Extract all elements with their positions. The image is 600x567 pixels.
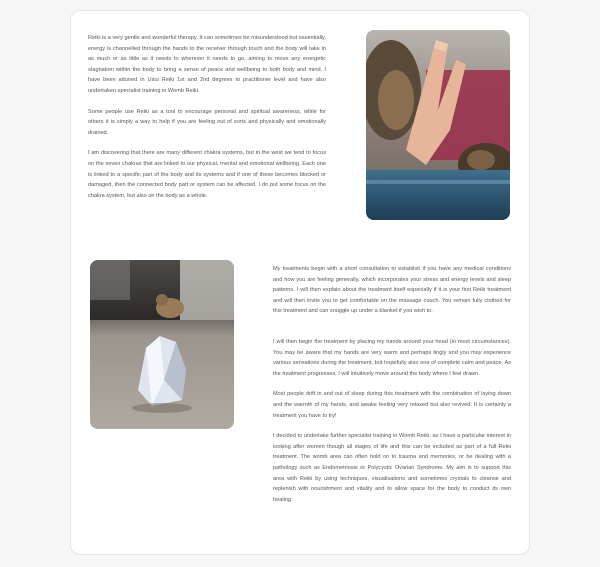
paragraph: I am discovering that there are many different chakra systems, but in the west we tend to focus on the seven chakras that are linked to our physical, mental and emotional wellbeing. Each one is linked to a specific part of the body and its systems and if one of these becomes blocked or damaged, then the connected body part or system can be affected. I do put some focus on the chakra system, but also on the body as a whole. (88, 150, 326, 199)
paragraph: Some people use Reiki as a tool to encourage personal and spiritual awareness, while for others it is simply a way to help if you are feeling out of sorts and physically and emotionally drained. (88, 108, 326, 136)
hand-and-cat-photo (366, 30, 510, 220)
paragraph: I decided to undertake further specialist training in Womb Reiki, as I have a particular interest in looking after women though all stages of life and this can be included as part of a full Reiki treatment. The womb area can often hold on to trauma and memories, or be dealing with a pathology such as Endometriosis or Polycystic Ovarian Syndrome. My aim is to support this area with Reiki by using techniques, visualisations and sometimes crystals to cleanse and replenish with nourishment and vitality and to allow space for the body to conduct its own healing. (273, 433, 511, 503)
paragraph: I will then begin the treatment by placing my hands around your head (in most circumstances). You may be aware that my hands are very warm and perhaps tingly and you may experience various sensations during the treatment, but hopefully also one of complete calm and peace. As the treatment progresses, I will intuitively move around the body where I feel drawn. (273, 338, 511, 377)
crystal-and-cat-photo (90, 260, 234, 429)
treatment-text (273, 264, 511, 515)
paragraph: Reiki is a very gentle and wonderful therapy. It can sometimes be misunderstood but essentially, energy is channelled through the hands to the receiver through touch and the body will take in as much or as little as it needs to wherever it needs to go, aiming to move any energetic stagnation within the body to bring a sense of peace and wellbeing to both body and mind. I have been attuned in Usui Reiki 1st and 2nd degrees to practitioner level and have also undertaken specialist training in Womb Reiki. (88, 35, 326, 94)
reiki-intro-text (88, 33, 326, 211)
paragraph: My treatments begin with a short consultation to establish if you have any medical conditions and how you are feeling generally, which incorporates your stress and energy levels and sleep patterns. I will then explain about the treatment itself especially if it is your first Reiki treatment and will then invite you to get comfortable on the massage couch. You remain fully clothed for this treatment and can snuggle up under a blanket if you wish to. (273, 266, 511, 315)
paragraph: Most people drift in and out of sleep during this treatment with the combination of laying down and the warmth of my hands, and awake feeling very relaxed but also revived. It is certainly a treatment you have to try! (273, 391, 511, 419)
